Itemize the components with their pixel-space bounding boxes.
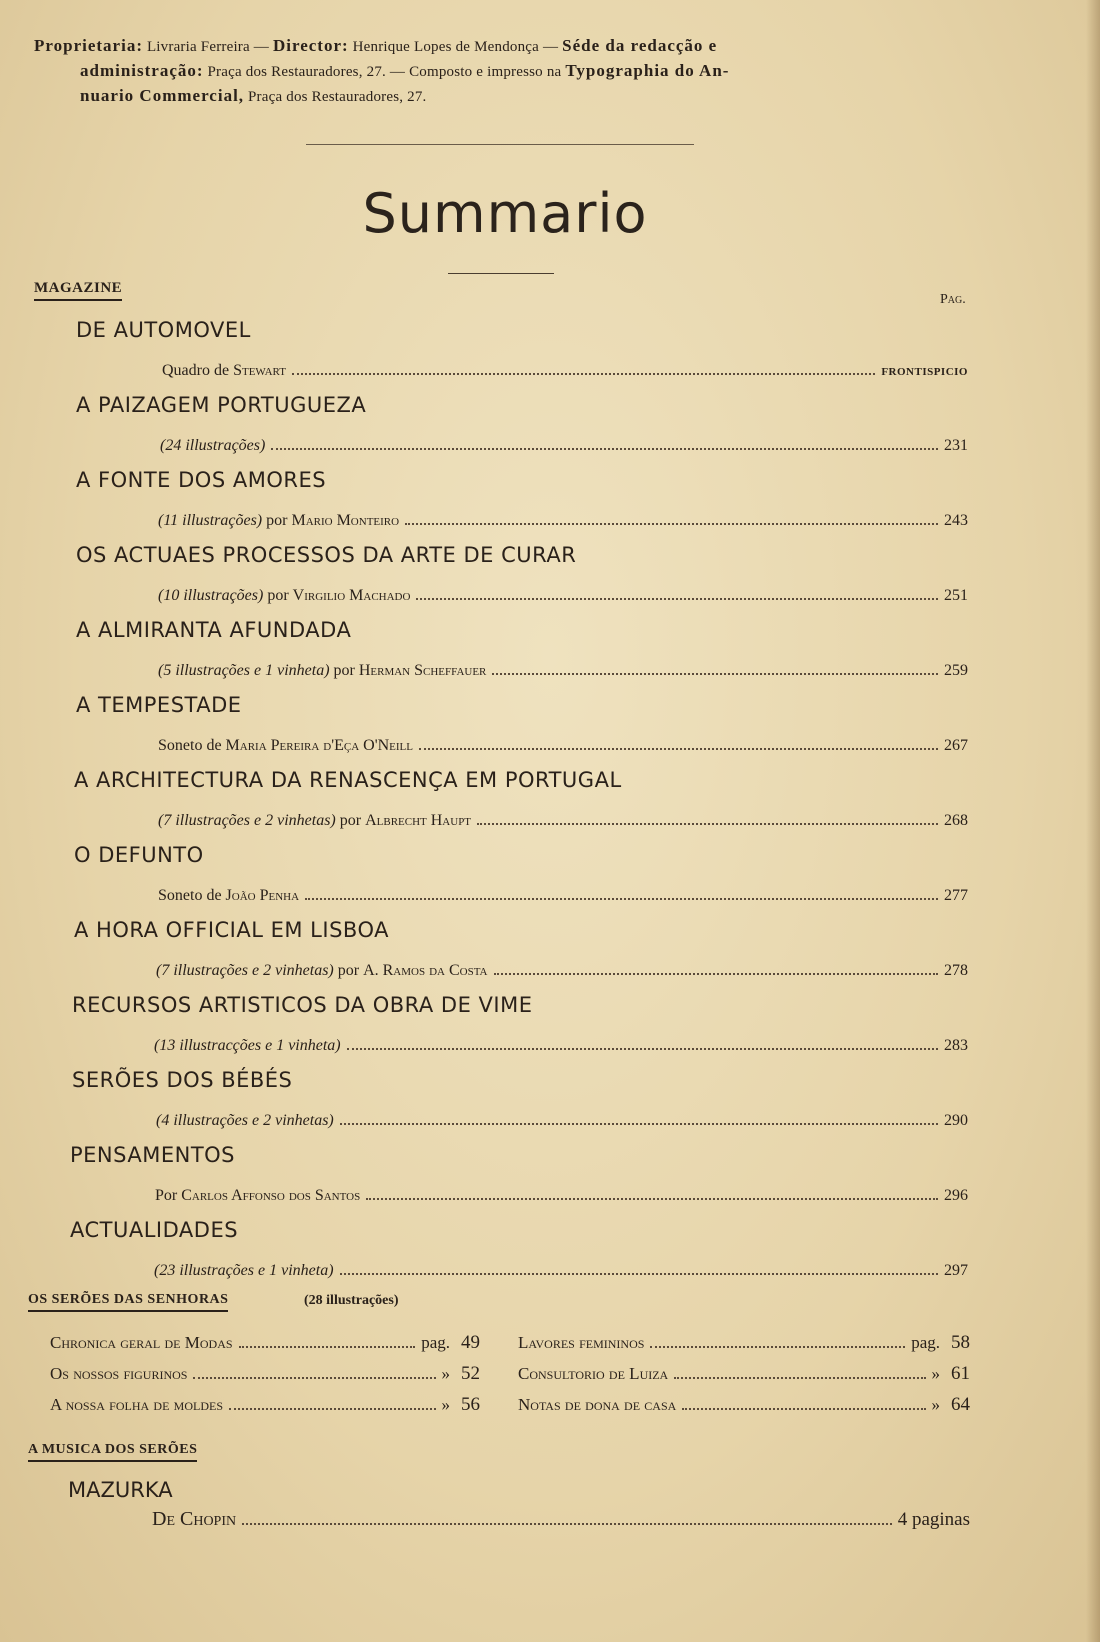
toc-entry-page: 243 <box>944 512 968 529</box>
toc-entry-author: Maria Pereira d'Eça O'Neill <box>225 737 413 754</box>
toc-entry-title: DE AUTOMOVEL <box>76 318 251 342</box>
toc-entry-detail <box>158 887 968 911</box>
leader-dots <box>494 973 939 975</box>
toc-entry-description <box>158 512 399 530</box>
toc-entry-connector: Por <box>155 1187 182 1204</box>
toc-entry-description <box>154 1262 334 1280</box>
senhoras-item-prefix: » <box>441 1364 450 1383</box>
leader-dots <box>682 1408 925 1410</box>
toc-entry-detail <box>156 1112 968 1136</box>
toc-entry-description <box>155 1187 360 1205</box>
toc-entry-description <box>158 737 413 755</box>
toc-entry-page: 296 <box>944 1187 968 1204</box>
toc-entry-page: 283 <box>944 1037 968 1054</box>
illustration-count: (7 illustrações e 2 vinhetas) <box>156 962 334 979</box>
senhoras-item-prefix: » <box>931 1364 940 1383</box>
leader-dots <box>366 1198 938 1200</box>
leader-dots <box>239 1346 416 1348</box>
toc-entry-author: João Penha <box>225 887 300 904</box>
leader-dots <box>242 1523 892 1525</box>
toc-entry-detail <box>158 812 968 836</box>
toc-entry-connector: por <box>333 962 364 979</box>
senhoras-item <box>518 1332 970 1362</box>
page-title: Summario <box>362 182 648 245</box>
masthead <box>34 34 980 109</box>
senhoras-item-prefix: pag. <box>421 1333 450 1352</box>
leader-dots <box>229 1408 435 1410</box>
toc-entry-detail <box>154 1037 968 1061</box>
toc-entry-page: 290 <box>944 1112 968 1129</box>
senhoras-item-label: Notas de dona de casa <box>518 1395 677 1414</box>
toc-entry-description <box>156 962 488 980</box>
toc-entry-description <box>156 1112 334 1130</box>
senhoras-item-page: 64 <box>951 1394 970 1415</box>
senhoras-item-page: 61 <box>951 1363 970 1384</box>
musica-author <box>152 1508 236 1531</box>
toc-entry-detail <box>155 1187 968 1211</box>
toc-entry-page: 267 <box>944 737 968 754</box>
leader-dots <box>271 448 938 450</box>
section-magazine-label: MAGAZINE <box>34 280 122 301</box>
toc-entry-title: A FONTE DOS AMORES <box>76 468 327 492</box>
toc-entry-connector: por <box>329 662 359 679</box>
toc-entry-title: PENSAMENTOS <box>70 1143 236 1167</box>
toc-entry-author: Virgilio Machado <box>292 587 411 604</box>
leader-dots <box>419 748 938 750</box>
senhoras-item <box>50 1332 480 1362</box>
leader-dots <box>477 823 938 825</box>
toc-entry-detail <box>154 1262 968 1286</box>
toc-entry-description <box>154 1037 341 1055</box>
title-underline <box>448 273 554 274</box>
toc-entry-description <box>158 812 471 830</box>
senhoras-item-label: Lavores femininos <box>518 1333 645 1352</box>
senhoras-item-page: 52 <box>461 1363 480 1384</box>
header-divider <box>306 144 694 145</box>
toc-entry <box>0 1143 1100 1219</box>
section-senhoras-note: (28 illustrações) <box>304 1293 399 1308</box>
illustration-count: (23 illustrações e 1 vinheta) <box>154 1262 334 1279</box>
toc-entry-title: OS ACTUAES PROCESSOS DA ARTE DE CURAR <box>76 543 577 567</box>
toc-entry-description <box>158 887 299 905</box>
toc-entry-detail <box>156 962 968 986</box>
illustration-count: (11 illustrações) <box>158 512 263 529</box>
toc-entry-detail <box>162 362 968 386</box>
leader-dots <box>340 1273 938 1275</box>
admin-label: administração: <box>80 61 204 80</box>
senhoras-item-prefix: » <box>931 1395 940 1414</box>
toc-entry <box>0 393 1100 469</box>
leader-dots <box>347 1048 938 1050</box>
musica-row <box>152 1508 970 1538</box>
toc-entry-title: A ALMIRANTA AFUNDADA <box>76 618 352 642</box>
toc-entry-description <box>158 587 410 605</box>
director: Henrique Lopes de Mendonça — <box>352 39 559 55</box>
senhoras-item-label: A nossa folha de moldes <box>50 1395 224 1414</box>
musica-title: MAZURKA <box>68 1478 173 1502</box>
toc-entry-detail <box>160 437 968 461</box>
toc-entry <box>0 543 1100 619</box>
toc-entry-connector: por <box>335 812 366 829</box>
toc-entry-connector: Quadro de <box>162 362 234 379</box>
illustration-count: (24 illustrações) <box>160 437 266 454</box>
toc-entry-page: 251 <box>944 587 968 604</box>
toc-entry <box>0 618 1100 694</box>
leader-dots <box>292 373 875 375</box>
toc-entry-page: 259 <box>944 662 968 679</box>
toc-entry <box>0 1218 1100 1294</box>
leader-dots <box>340 1123 938 1125</box>
toc-entry-page: 297 <box>944 1262 968 1279</box>
toc-entry-title: ACTUALIDADES <box>70 1218 239 1242</box>
toc-entry-author: Herman Scheffauer <box>358 662 487 679</box>
toc-entry-title: A HORA OFFICIAL EM LISBOA <box>74 918 389 942</box>
toc-entry-detail <box>158 512 968 536</box>
illustration-count: (7 illustrações e 2 vinhetas) <box>158 812 336 829</box>
leader-dots <box>405 523 938 525</box>
toc-entry-author: Carlos Affonso dos Santos <box>181 1187 361 1204</box>
senhoras-item-page: 56 <box>461 1394 480 1415</box>
senhoras-item-label: Chronica geral de Modas <box>50 1333 233 1352</box>
toc-entry-description <box>162 362 286 380</box>
leader-dots <box>650 1346 905 1348</box>
toc-entry-title: A ARCHITECTURA DA RENASCENÇA EM PORTUGAL <box>74 768 622 792</box>
leader-dots <box>674 1377 925 1379</box>
toc-entry <box>0 693 1100 769</box>
toc-entry-detail <box>158 737 968 761</box>
toc-entry-page: FRONTISPICIO <box>881 366 968 378</box>
senhoras-item <box>50 1363 480 1393</box>
senhoras-item <box>518 1394 970 1424</box>
toc-entry <box>0 843 1100 919</box>
toc-entry-detail <box>158 587 968 611</box>
musica-pages: 4 paginas <box>897 1509 970 1530</box>
toc-entry <box>0 468 1100 544</box>
section-musica-label: A MUSICA DOS SERÕES <box>28 1442 197 1462</box>
leader-dots <box>416 598 938 600</box>
leader-dots <box>492 673 938 675</box>
leader-dots <box>305 898 938 900</box>
musica-author-name: Chopin <box>180 1508 237 1530</box>
senhoras-item-label: Consultorio de Luiza <box>518 1364 669 1383</box>
printer-label-2: nuario Commercial, <box>80 86 245 105</box>
toc-entry-page: 277 <box>944 887 968 904</box>
toc-entry-title: A TEMPESTADE <box>76 693 242 717</box>
senhoras-item-page: 58 <box>951 1332 970 1353</box>
toc-entry <box>0 993 1100 1069</box>
toc-entry-title: O DEFUNTO <box>74 843 204 867</box>
senhoras-item-label: Os nossos figurinos <box>50 1364 188 1383</box>
section-senhoras <box>28 1292 228 1312</box>
toc-entry-author: A. Ramos da Costa <box>363 962 488 979</box>
owner: Livraria Ferreira — <box>146 39 270 55</box>
toc-entry <box>0 768 1100 844</box>
toc-entry-description <box>160 437 265 455</box>
illustration-count: (4 illustrações e 2 vinhetas) <box>156 1112 334 1129</box>
toc-entry-connector: por <box>262 512 292 529</box>
toc-entry-author: Stewart <box>233 362 286 379</box>
senhoras-item <box>518 1363 970 1393</box>
toc-entry-connector: Soneto de <box>158 737 226 754</box>
toc-entry-connector: por <box>263 587 293 604</box>
senhoras-item <box>50 1394 480 1424</box>
seat-label: Séde da redacção e <box>562 36 718 55</box>
director-label: Director: <box>272 36 349 55</box>
toc-entry-page: 231 <box>944 437 968 454</box>
illustration-count: (13 illustracções e 1 vinheta) <box>154 1037 341 1054</box>
address: Praça dos Restauradores, 27. — Composto e impresso na <box>207 64 562 80</box>
toc-entry-description <box>158 662 486 680</box>
toc-entry-detail <box>158 662 968 686</box>
leader-dots <box>193 1377 435 1379</box>
senhoras-item-prefix: » <box>441 1395 450 1414</box>
section-senhoras-label: OS SERÕES DAS SENHORAS <box>28 1292 229 1307</box>
toc-entry-title: SERÕES DOS BÉBÉS <box>72 1068 293 1092</box>
printer-label: Typographia do An- <box>565 61 730 80</box>
senhoras-item-prefix: pag. <box>911 1333 940 1352</box>
musica-author-prefix: De <box>152 1508 180 1530</box>
toc-entry-title: RECURSOS ARTISTICOS DA OBRA DE VIME <box>72 993 533 1017</box>
toc-entry-author: Mario Monteiro <box>291 512 400 529</box>
printer-address: Praça dos Restauradores, 27. <box>248 89 427 105</box>
toc-entry-connector: Soneto de <box>158 887 226 904</box>
toc-entry <box>0 918 1100 994</box>
senhoras-item-page: 49 <box>461 1332 480 1353</box>
toc-entry-title: A PAIZAGEM PORTUGUEZA <box>76 393 367 417</box>
owner-label: Proprietaria: <box>34 36 143 55</box>
toc-entry-author: Albrecht Haupt <box>365 812 472 829</box>
toc-entry <box>0 1068 1100 1144</box>
illustration-count: (5 illustrações e 1 vinheta) <box>158 662 330 679</box>
page-column-header: Pag. <box>940 292 966 307</box>
toc-entry <box>0 318 1100 394</box>
toc-entry-page: 268 <box>944 812 968 829</box>
illustration-count: (10 illustrações) <box>158 587 264 604</box>
toc-entry-page: 278 <box>944 962 968 979</box>
